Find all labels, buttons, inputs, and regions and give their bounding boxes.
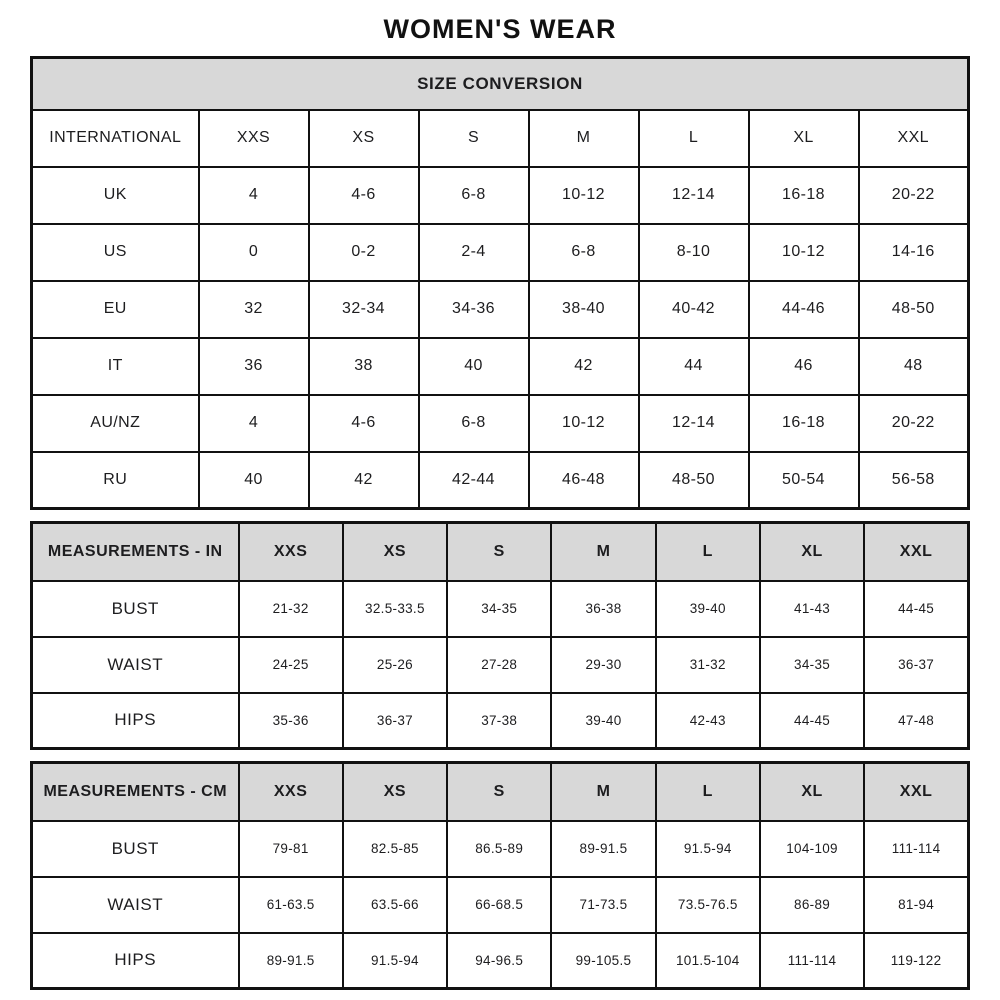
measurement-value: 39-40 <box>656 581 760 637</box>
table-row <box>32 338 969 395</box>
column-header-row <box>32 110 969 167</box>
size-value: 56-58 <box>859 452 969 509</box>
measurement-value: 44-45 <box>760 693 864 749</box>
row-label: UK <box>32 167 199 224</box>
measurement-value: 91.5-94 <box>656 821 760 877</box>
measurements-cm-title: MEASUREMENTS - CM <box>32 763 239 821</box>
size-value: 32 <box>199 281 309 338</box>
size-value: 48-50 <box>859 281 969 338</box>
measurement-value: 89-91.5 <box>551 821 655 877</box>
size-value: 10-12 <box>529 395 639 452</box>
size-value: 36 <box>199 338 309 395</box>
table-row <box>32 877 969 933</box>
column-header: XL <box>760 763 864 821</box>
size-value: 40 <box>199 452 309 509</box>
measurement-value: 61-63.5 <box>239 877 343 933</box>
measurement-value: 36-37 <box>343 693 447 749</box>
measurement-value: 111-114 <box>760 933 864 989</box>
measurement-value: 31-32 <box>656 637 760 693</box>
size-conversion-title: SIZE CONVERSION <box>32 58 969 110</box>
measurement-value: 42-43 <box>656 693 760 749</box>
size-value: 44 <box>639 338 749 395</box>
size-value: 38-40 <box>529 281 639 338</box>
measurement-value: 86-89 <box>760 877 864 933</box>
row-label: WAIST <box>32 877 239 933</box>
measurement-value: 89-91.5 <box>239 933 343 989</box>
measurements-in-header-row <box>32 523 969 581</box>
size-value: 4 <box>199 395 309 452</box>
measurement-value: 44-45 <box>864 581 968 637</box>
size-value: 32-34 <box>309 281 419 338</box>
measurement-value: 86.5-89 <box>447 821 551 877</box>
column-header: XXL <box>859 110 969 167</box>
column-header: S <box>419 110 529 167</box>
table-row <box>32 637 969 693</box>
size-value: 38 <box>309 338 419 395</box>
measurement-value: 66-68.5 <box>447 877 551 933</box>
measurement-value: 101.5-104 <box>656 933 760 989</box>
size-value: 42 <box>309 452 419 509</box>
size-value: 12-14 <box>639 167 749 224</box>
size-value: 44-46 <box>749 281 859 338</box>
table-row <box>32 933 969 989</box>
size-value: 34-36 <box>419 281 529 338</box>
size-value: 0 <box>199 224 309 281</box>
measurement-value: 73.5-76.5 <box>656 877 760 933</box>
column-header: XXL <box>864 523 968 581</box>
size-value: 4-6 <box>309 167 419 224</box>
measurement-value: 71-73.5 <box>551 877 655 933</box>
row-label: AU/NZ <box>32 395 199 452</box>
row-label: WAIST <box>32 637 239 693</box>
measurement-value: 34-35 <box>447 581 551 637</box>
size-value: 10-12 <box>749 224 859 281</box>
measurement-value: 39-40 <box>551 693 655 749</box>
table-row <box>32 581 969 637</box>
size-value: 46-48 <box>529 452 639 509</box>
measurement-value: 104-109 <box>760 821 864 877</box>
table-row <box>32 281 969 338</box>
size-value: 14-16 <box>859 224 969 281</box>
size-value: 42-44 <box>419 452 529 509</box>
column-header: L <box>656 523 760 581</box>
row-label: EU <box>32 281 199 338</box>
column-header: XXS <box>199 110 309 167</box>
table-row <box>32 821 969 877</box>
measurement-value: 119-122 <box>864 933 968 989</box>
size-value: 20-22 <box>859 167 969 224</box>
measurements-in-title: MEASUREMENTS - IN <box>32 523 239 581</box>
row-label: BUST <box>32 821 239 877</box>
column-header: L <box>639 110 749 167</box>
size-value: 40 <box>419 338 529 395</box>
measurement-value: 94-96.5 <box>447 933 551 989</box>
size-value: 6-8 <box>529 224 639 281</box>
measurement-value: 41-43 <box>760 581 864 637</box>
measurement-value: 21-32 <box>239 581 343 637</box>
measurement-value: 79-81 <box>239 821 343 877</box>
measurement-value: 91.5-94 <box>343 933 447 989</box>
size-value: 8-10 <box>639 224 749 281</box>
row-label: IT <box>32 338 199 395</box>
column-header: L <box>656 763 760 821</box>
size-value: 20-22 <box>859 395 969 452</box>
size-value: 4 <box>199 167 309 224</box>
row-label: BUST <box>32 581 239 637</box>
column-header: XXS <box>239 523 343 581</box>
table-row <box>32 395 969 452</box>
column-header: INTERNATIONAL <box>32 110 199 167</box>
size-value: 46 <box>749 338 859 395</box>
size-value: 4-6 <box>309 395 419 452</box>
measurement-value: 36-37 <box>864 637 968 693</box>
measurement-value: 34-35 <box>760 637 864 693</box>
table-row <box>32 167 969 224</box>
size-value: 50-54 <box>749 452 859 509</box>
column-header: XXS <box>239 763 343 821</box>
size-value: 12-14 <box>639 395 749 452</box>
measurement-value: 81-94 <box>864 877 968 933</box>
measurement-value: 47-48 <box>864 693 968 749</box>
column-header: XS <box>343 763 447 821</box>
column-header: S <box>447 523 551 581</box>
page-title: WOMEN'S WEAR <box>383 14 617 44</box>
measurement-value: 63.5-66 <box>343 877 447 933</box>
size-value: 6-8 <box>419 167 529 224</box>
measurement-value: 37-38 <box>447 693 551 749</box>
size-value: 42 <box>529 338 639 395</box>
size-value: 2-4 <box>419 224 529 281</box>
row-label: HIPS <box>32 693 239 749</box>
size-conversion-header-row <box>32 58 969 110</box>
column-header: M <box>551 523 655 581</box>
measurement-value: 111-114 <box>864 821 968 877</box>
column-header: XS <box>343 523 447 581</box>
column-header: S <box>447 763 551 821</box>
table-row <box>32 224 969 281</box>
measurements-cm-header-row <box>32 763 969 821</box>
size-value: 48 <box>859 338 969 395</box>
column-header: M <box>551 763 655 821</box>
size-value: 6-8 <box>419 395 529 452</box>
size-value: 40-42 <box>639 281 749 338</box>
size-value: 48-50 <box>639 452 749 509</box>
size-value: 16-18 <box>749 167 859 224</box>
measurement-value: 25-26 <box>343 637 447 693</box>
measurement-value: 35-36 <box>239 693 343 749</box>
measurements-cm-table <box>30 761 970 990</box>
row-label: RU <box>32 452 199 509</box>
column-header: M <box>529 110 639 167</box>
measurement-value: 36-38 <box>551 581 655 637</box>
measurement-value: 29-30 <box>551 637 655 693</box>
measurement-value: 99-105.5 <box>551 933 655 989</box>
column-header: XS <box>309 110 419 167</box>
row-label: US <box>32 224 199 281</box>
table-row <box>32 693 969 749</box>
table-row <box>32 452 969 509</box>
column-header: XL <box>760 523 864 581</box>
measurement-value: 27-28 <box>447 637 551 693</box>
size-conversion-table <box>30 56 970 510</box>
measurement-value: 32.5-33.5 <box>343 581 447 637</box>
column-header: XL <box>749 110 859 167</box>
size-value: 0-2 <box>309 224 419 281</box>
measurement-value: 82.5-85 <box>343 821 447 877</box>
size-value: 16-18 <box>749 395 859 452</box>
measurement-value: 24-25 <box>239 637 343 693</box>
column-header: XXL <box>864 763 968 821</box>
size-value: 10-12 <box>529 167 639 224</box>
row-label: HIPS <box>32 933 239 989</box>
measurements-in-table <box>30 521 970 750</box>
